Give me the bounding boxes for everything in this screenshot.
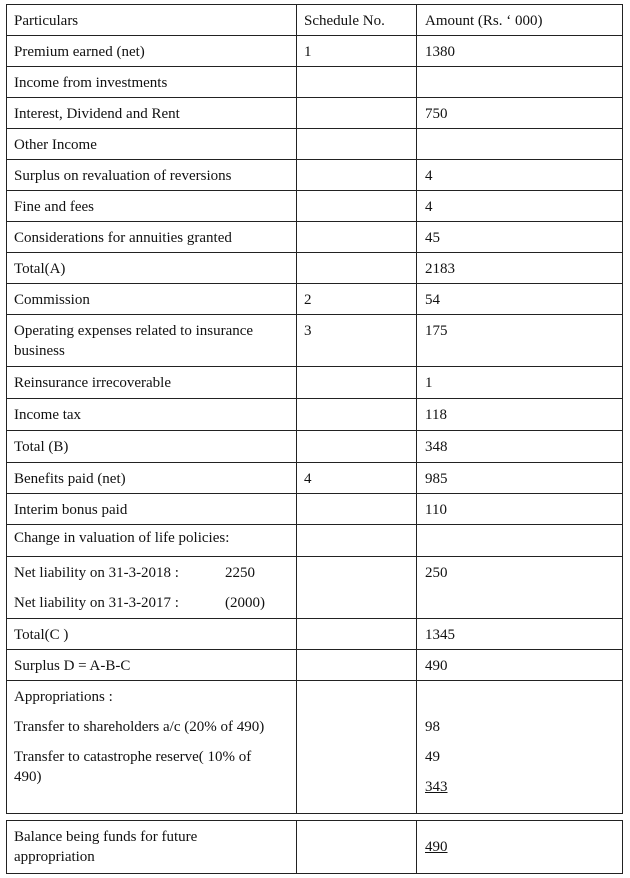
appropriations-row (6, 681, 623, 814)
row-particular: Benefits paid (net) (7, 463, 297, 493)
row-particular: Fine and fees (7, 191, 297, 221)
row-particular: Considerations for annuities granted (7, 222, 297, 252)
row-schedule: 3 (297, 315, 417, 366)
header-schedule: Schedule No. (297, 5, 417, 35)
row-schedule (297, 367, 417, 398)
row-particular: Total(A) (7, 253, 297, 283)
row-schedule: 4 (297, 463, 417, 493)
appropriations-heading: Appropriations : (14, 689, 113, 705)
row-amount: 348 (425, 439, 448, 455)
row-particular: Reinsurance irrecoverable (7, 367, 297, 398)
row-schedule (297, 821, 417, 873)
table-row (6, 129, 623, 160)
row-schedule (297, 650, 417, 680)
row-schedule (297, 557, 417, 618)
table-row (6, 367, 623, 399)
row-amount: 985 (425, 471, 448, 487)
row-schedule (297, 494, 417, 524)
row-schedule (297, 222, 417, 252)
shareholders-transfer-label: Transfer to shareholders a/c (20% of 490) (14, 719, 265, 735)
table-row (6, 36, 623, 67)
row-schedule (297, 98, 417, 128)
row-schedule (297, 129, 417, 159)
liability-amount: 250 (425, 565, 448, 581)
total-b-row (6, 431, 623, 463)
liability-2018-value: 2250 (225, 565, 255, 581)
balance-row (6, 820, 623, 874)
total-c-row (6, 619, 623, 650)
liability-2017-value: (2000) (225, 595, 265, 611)
row-particular: Total(C ) (7, 619, 297, 649)
table-row (6, 160, 623, 191)
row-particular: Surplus on revaluation of reversions (7, 160, 297, 190)
row-amount: 1 (425, 375, 433, 391)
balance-amount: 490 (425, 839, 448, 855)
row-amount: 45 (425, 230, 440, 246)
shareholders-amount: 98 (425, 719, 440, 735)
row-schedule (297, 160, 417, 190)
row-schedule (297, 191, 417, 221)
row-schedule (297, 67, 417, 97)
total-a-row (6, 253, 623, 284)
row-amount: 2183 (425, 261, 455, 277)
row-amount: 1345 (425, 627, 455, 643)
row-schedule (297, 431, 417, 462)
row-schedule (297, 525, 417, 556)
liability-cell (7, 557, 297, 618)
row-amount: 110 (425, 502, 447, 518)
surplus-row (6, 650, 623, 681)
row-particular: Other Income (7, 129, 297, 159)
table-row (6, 191, 623, 222)
row-amount: 750 (425, 106, 448, 122)
table-header-row (6, 4, 623, 36)
row-particular: Interest, Dividend and Rent (7, 98, 297, 128)
table-row (6, 222, 623, 253)
row-particular: Income tax (7, 399, 297, 430)
row-schedule: 1 (297, 36, 417, 66)
row-particular: Commission (7, 284, 297, 314)
appropriations-subtotal: 343 (425, 779, 448, 795)
row-particular: Balance being funds for future appropriation (7, 821, 297, 873)
row-schedule (297, 399, 417, 430)
row-schedule (297, 681, 417, 813)
row-amount: 118 (425, 407, 447, 423)
row-particular: Operating expenses related to insurance business (7, 315, 297, 366)
row-amount: 490 (425, 658, 448, 674)
liability-row (6, 557, 623, 619)
liability-2018-label: Net liability on 31-3-2018 : (14, 565, 179, 581)
row-amount: 175 (425, 323, 448, 339)
row-schedule (297, 253, 417, 283)
row-particular: Surplus D = A-B-C (7, 650, 297, 680)
table-row (6, 67, 623, 98)
header-amount: Amount (Rs. ‘ 000) (425, 13, 543, 29)
row-particular: Premium earned (net) (7, 36, 297, 66)
table-row (6, 98, 623, 129)
row-amount (417, 525, 622, 556)
row-amount: 1380 (425, 44, 455, 60)
appropriation-table (6, 4, 623, 874)
header-particulars: Particulars (7, 5, 297, 35)
row-particular: Change in valuation of life policies: (7, 525, 297, 556)
table-row (6, 399, 623, 431)
row-amount: 54 (425, 292, 440, 308)
catastrophe-transfer-label: Transfer to catastrophe reserve( 10% of 490) (14, 749, 252, 785)
row-amount: 4 (425, 168, 433, 184)
row-particular: Income from investments (7, 67, 297, 97)
row-schedule (297, 619, 417, 649)
table-row (6, 525, 623, 557)
row-amount (417, 129, 622, 159)
catastrophe-amount: 49 (425, 749, 440, 765)
row-particular: Interim bonus paid (7, 494, 297, 524)
balance-amount-cell (417, 821, 622, 873)
appropriations-amounts (417, 681, 622, 813)
row-schedule: 2 (297, 284, 417, 314)
liability-2017-label: Net liability on 31-3-2017 : (14, 595, 179, 611)
row-particular: Total (B) (7, 431, 297, 462)
table-row (6, 284, 623, 315)
table-row (6, 463, 623, 494)
row-amount (417, 67, 622, 97)
appropriations-cell (7, 681, 297, 813)
row-amount: 4 (425, 199, 433, 215)
table-row (6, 494, 623, 525)
table-row (6, 315, 623, 367)
